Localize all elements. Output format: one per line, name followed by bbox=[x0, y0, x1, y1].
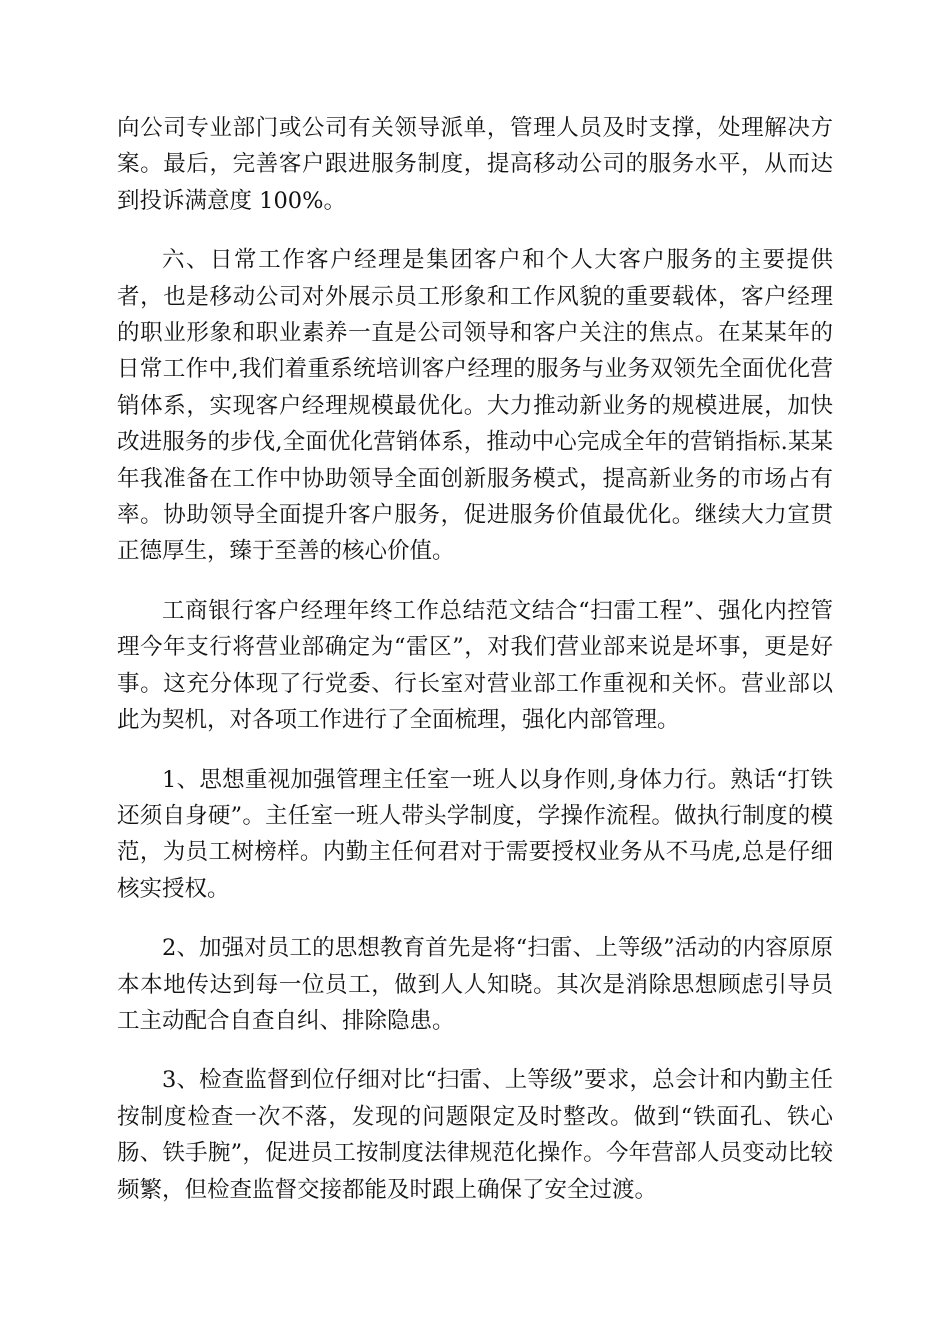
paragraph-item-3: 3、检查监督到位仔细对比“扫雷、上等级”要求，总会计和内勤主任按制度检查一次不落，发现的问题限定及时整改。做到“铁面孔、铁心肠、铁手腕”，促进员工按制度法律规范化操作。今年营部人员变动比较频繁，但检查监督交接都能及时跟上确保了安全过渡。 bbox=[117, 1067, 833, 1203]
paragraph-item-1: 1、思想重视加强管理主任室一班人以身作则,身体力行。熟话“打铁还须自身硬”。主任室一班人带头学制度，学操作流程。做执行制度的模范，为员工树榜样。内勤主任何君对于需要授权业务从不马虎,总是仔细核实授权。 bbox=[117, 766, 833, 902]
paragraph-item-2: 2、加强对员工的思想教育首先是将“扫雷、上等级”活动的内容原原本本地传达到每一位员工，做到人人知晓。其次是消除思想顾虑引导员工主动配合自查自纠、排除隐患。 bbox=[117, 935, 833, 1034]
document-body bbox=[117, 110, 833, 1231]
paragraph-icbc-summary: 工商银行客户经理年终工作总结范文结合“扫雷工程”、强化内控管理今年支行将营业部确定为“雷区”，对我们营业部来说是坏事，更是好事。这充分体现了行党委、行长室对营业部工作重视和关怀。营业部以此为契机，对各项工作进行了全面梳理，强化内部管理。 bbox=[117, 597, 833, 734]
paragraph-daily-work: 六、日常工作客户经理是集团客户和个人大客户服务的主要提供者，也是移动公司对外展示员工形象和工作风貌的重要载体，客户经理的职业形象和职业素养一直是公司领导和客户关注的焦点。在某某年的日常工作中,我们着重系统培训客户经理的服务与业务双领先全面优化营销体系，实现客户经理规模最优化。大力推动新业务的规模进展，加快改进服务的步伐,全面优化营销体系，推动中心完成全年的营销指标.某某年我准备在工作中协助领导全面创新服务模式，提高新业务的市场占有率。协助领导全面提升客户服务，促进服务价值最优化。继续大力宣贯正德厚生，臻于至善的核心价值。 bbox=[117, 247, 833, 565]
paragraph-continuation: 向公司专业部门或公司有关领导派单，管理人员及时支撑，处理解决方案。最后，完善客户跟进服务制度，提高移动公司的服务水平，从而达到投诉满意度 100%。 bbox=[117, 115, 833, 214]
